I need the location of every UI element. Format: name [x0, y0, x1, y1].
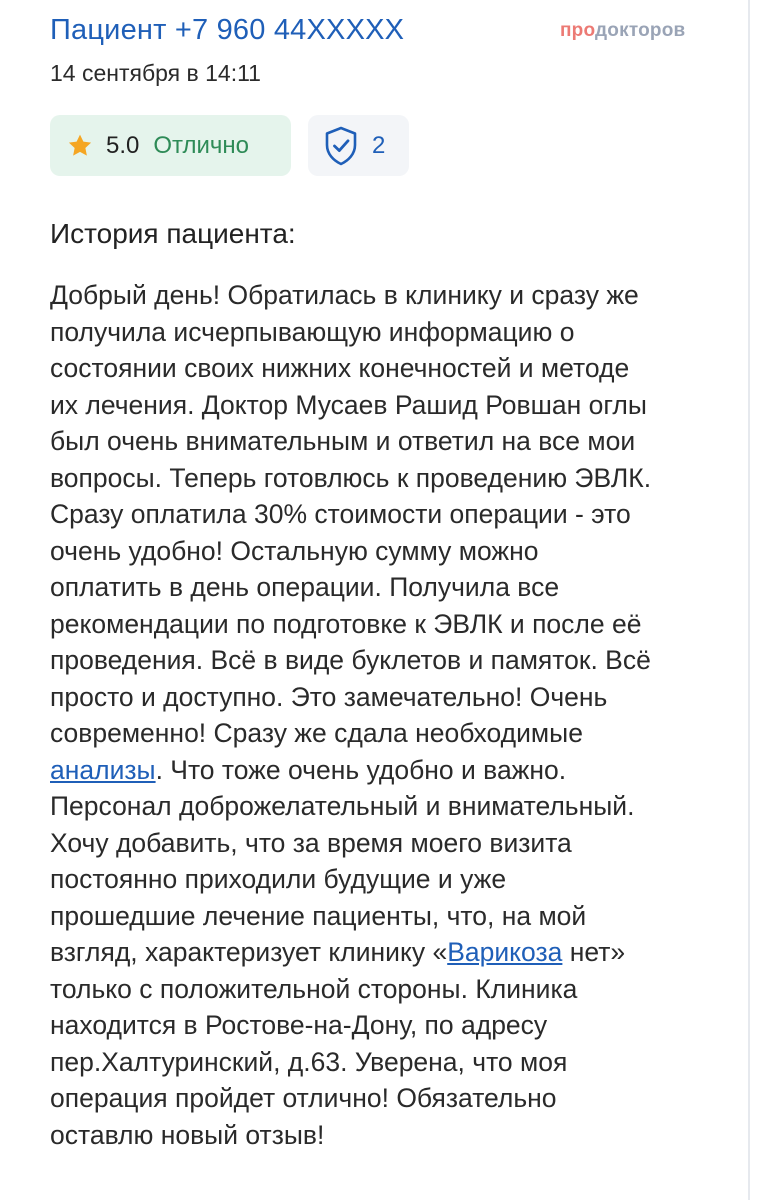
logo-part-pro: про: [560, 20, 596, 41]
review-text-line: вопросы. Теперь готовлюсь к проведению ЭВЛК.: [50, 462, 652, 493]
prodoctorov-logo[interactable]: [560, 20, 685, 42]
review-text-line: находится в Ростове-на-Дону, по адресу: [50, 1010, 548, 1040]
review-text-line: постоянно приходили будущие и уже: [50, 864, 507, 894]
review-text-line: получила исчерпывающую информацию о: [50, 316, 575, 347]
review-text-line: [50, 934, 730, 971]
review-text-line: был очень внимательным и ответил на все мои: [50, 426, 636, 456]
review-text-line: оплатить в день операции. Получила все: [50, 572, 560, 602]
review-text-line: пер.Халтуринский, д.63. Уверена, что моя: [50, 1046, 568, 1077]
analyses-link[interactable]: анализы: [50, 754, 156, 785]
verification-count: 2: [372, 131, 386, 159]
review-text-line: современно! Сразу же сдала необходимые: [50, 718, 583, 748]
review-text-line: проведения. Всё в виде буклетов и памяток. Всё: [50, 645, 651, 675]
logo-part-doctorov: докторов: [595, 20, 686, 41]
clinic-link[interactable]: Варикоза: [447, 937, 563, 967]
review-text-line: оставлю новый отзыв!: [50, 1119, 325, 1150]
review-text-line: их лечения. Доктор Мусаев Рашид Ровшан оглы: [50, 389, 647, 420]
review-text-line: Персонал доброжелательный и внимательный.: [50, 791, 635, 821]
review-text-line: Добрый день! Обратилась в клинику и сразу же: [50, 280, 639, 310]
review-text: [50, 277, 730, 1153]
review-text-line: [50, 752, 730, 789]
review-text-line: Хочу добавить, что за время моего визита: [50, 827, 572, 858]
review-text-fragment: взгляд, характеризует клинику «: [50, 937, 448, 967]
review-text-line: операция пройдет отлично! Обязательно: [50, 1083, 557, 1113]
review-text-line: только с положительной стороны. Клиника: [50, 973, 578, 1004]
review-text-line: очень удобно! Остальную сумму можно: [50, 535, 539, 566]
section-title: История пациента:: [50, 218, 296, 249]
rating-label: Отлично: [153, 131, 250, 159]
review-text-fragment: . Что тоже очень удобно и важно.: [155, 754, 567, 785]
review-text-line: рекомендации по подготовке к ЭВЛК и после её: [50, 608, 642, 639]
review-text-fragment: нет»: [562, 937, 626, 967]
review-text-line: прошедшие лечение пациенты, что, на мой: [50, 900, 587, 931]
rating-value: 5.0: [106, 131, 140, 159]
verification-badge[interactable]: [308, 115, 409, 176]
shield-check-icon: [322, 125, 360, 167]
star-icon: [66, 132, 94, 160]
review-author-link[interactable]: Пациент +7 960 44XXXXX: [50, 14, 405, 46]
review-date: 14 сентября в 14:11: [50, 60, 261, 86]
review-text-line: Сразу оплатила 30% стоимости операции - это: [50, 499, 631, 529]
rating-badge[interactable]: [50, 115, 291, 176]
review-text-line: просто и доступно. Это замечательно! Очень: [50, 681, 608, 712]
review-text-line: состоянии своих нижних конечностей и методе: [50, 353, 630, 383]
